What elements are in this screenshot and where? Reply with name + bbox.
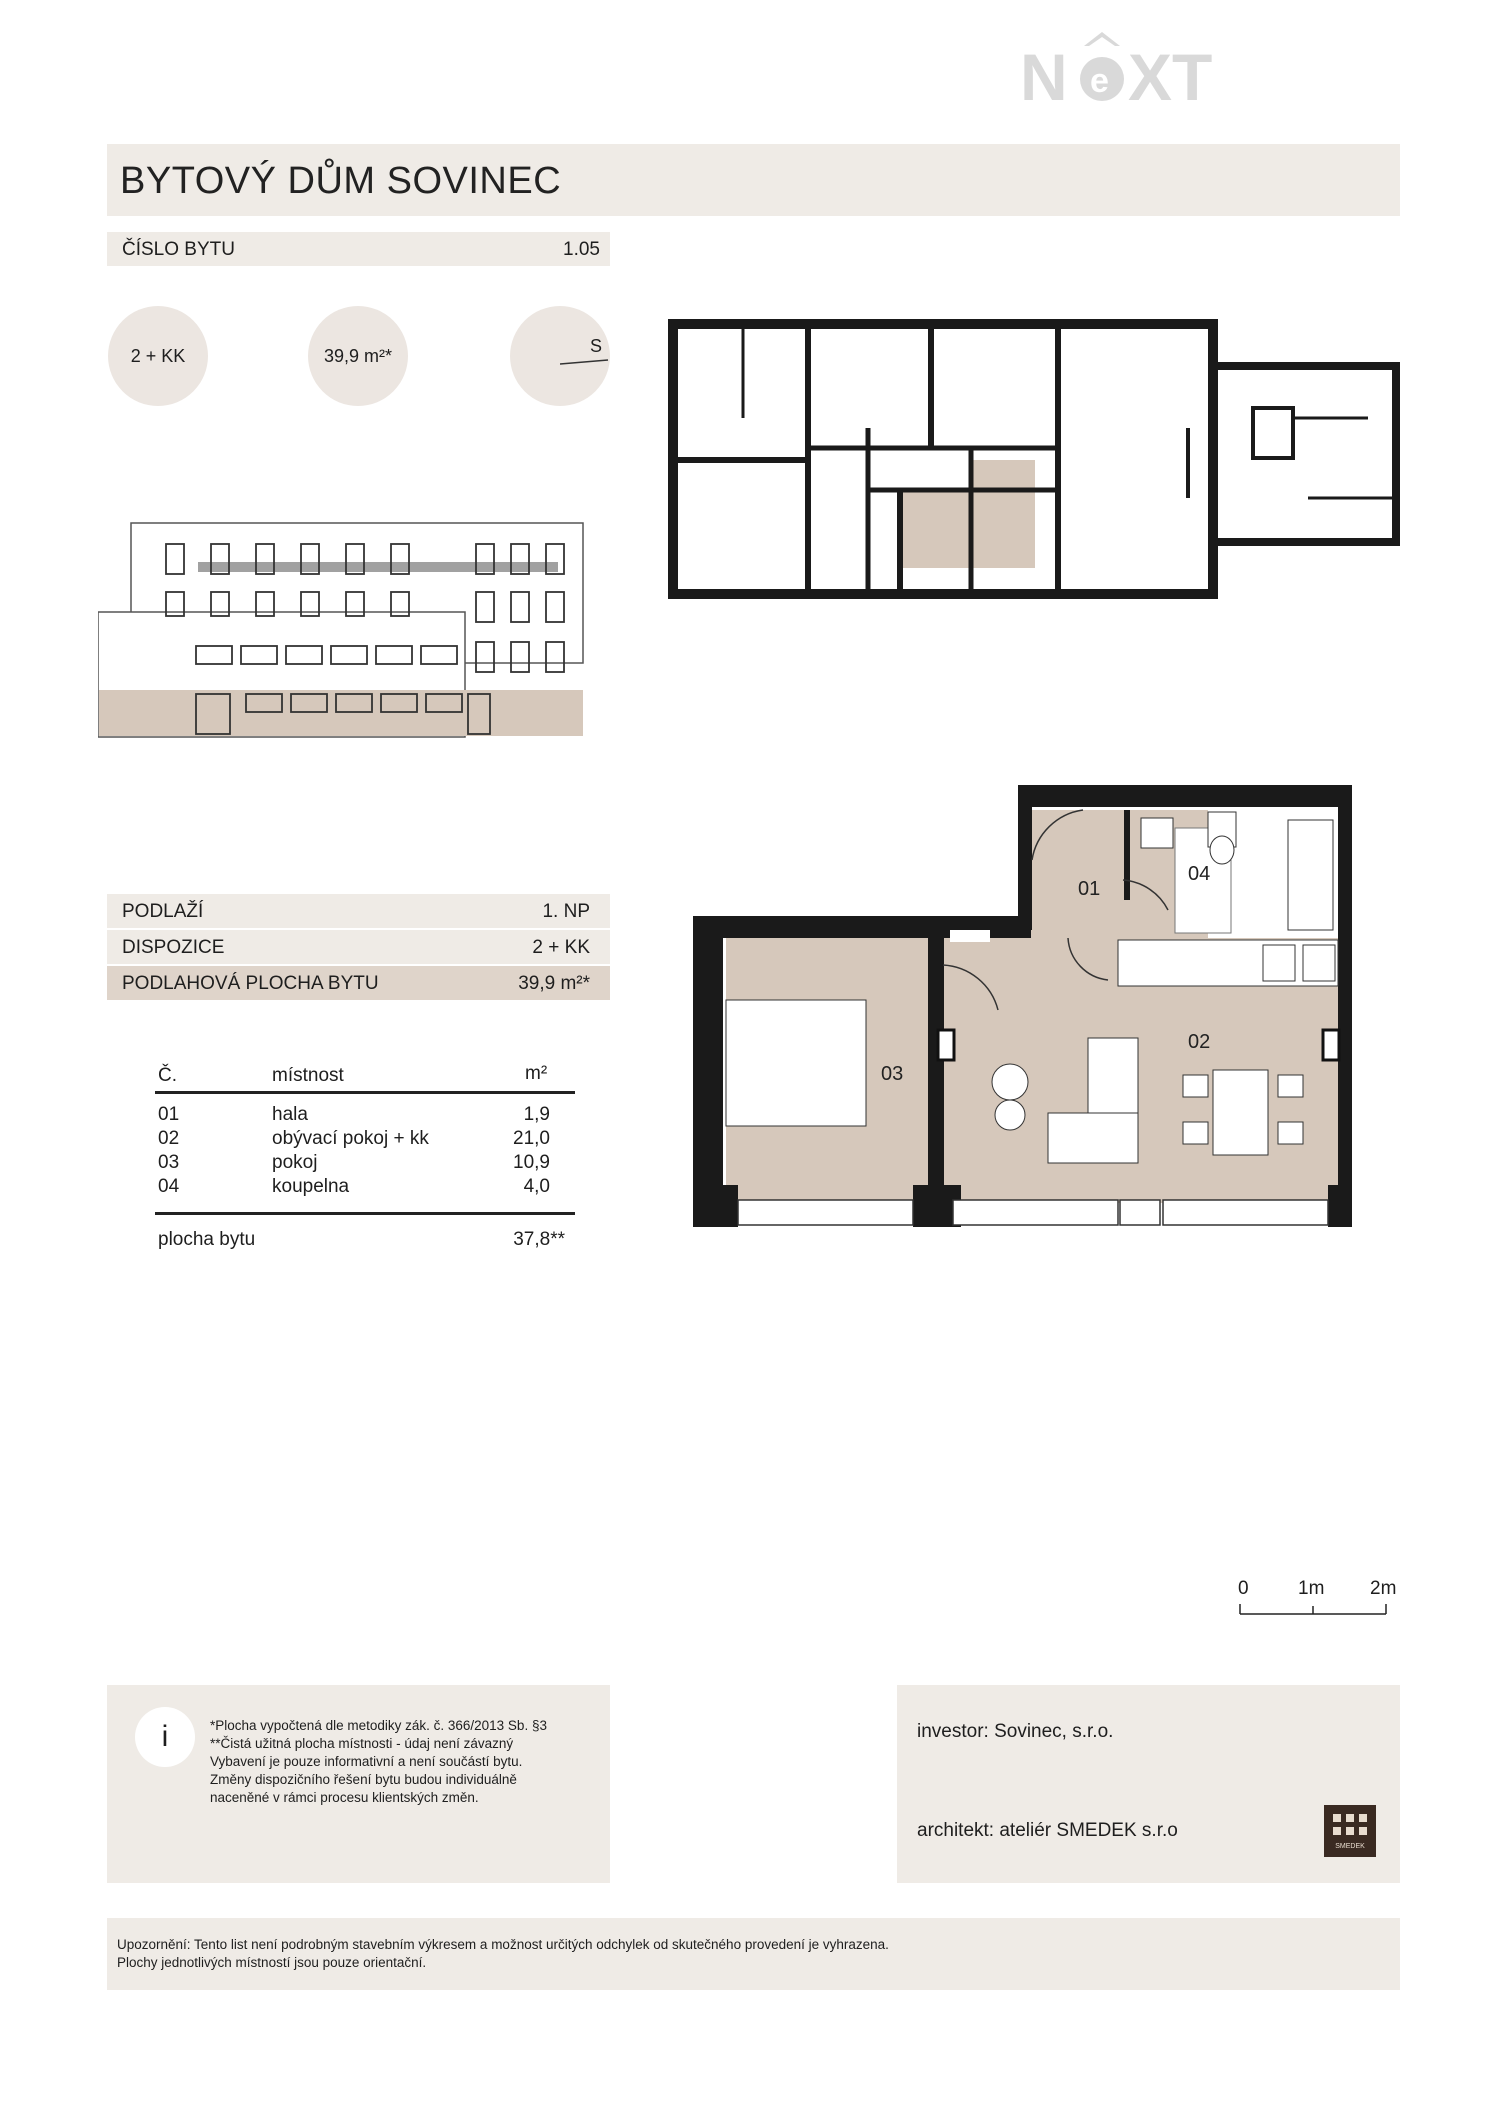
info-icon-glyph: i [161, 1720, 169, 1753]
row-num: 03 [158, 1152, 180, 1173]
architect-logo [1324, 1805, 1376, 1857]
note-line: **Čistá užitná plocha místnosti - údaj není závazný [210, 1736, 514, 1751]
info-area-label: PODLAHOVÁ PLOCHA BYTU [122, 973, 379, 994]
total-label: plocha bytu [158, 1229, 256, 1250]
room-label-03: 03 [881, 1063, 904, 1085]
info-floor-label: PODLAŽÍ [122, 901, 204, 922]
note-line: Změny dispozičního řešení bytu budou individuálně [210, 1772, 517, 1787]
info-area-value: 39,9 m²* [518, 973, 590, 994]
table-row [155, 1152, 575, 1176]
note-text [210, 1717, 600, 1807]
warning-line-2: Plochy jednotlivých místností jsou pouze orientační. [117, 1955, 427, 1970]
col-num-header: Č. [158, 1065, 177, 1086]
info-row-area [107, 966, 610, 1000]
col-area-header: m² [525, 1063, 548, 1084]
rooms-table [155, 1055, 575, 1249]
credits-box [897, 1685, 1400, 1883]
info-floor-value: 1. NP [542, 901, 590, 922]
svg-text:XT: XT [1128, 40, 1213, 114]
architect-text: architekt: ateliér SMEDEK s.r.o [917, 1820, 1178, 1841]
area-badge [308, 306, 408, 406]
info-row-floor [107, 894, 610, 928]
total-value: 37,8** [513, 1229, 565, 1250]
svg-text:e: e [1090, 62, 1109, 100]
info-layout-value: 2 + KK [532, 937, 590, 958]
floor-overview-plan [668, 318, 1403, 610]
area-badge-text: 39,9 m²* [323, 345, 393, 366]
rooms-table-total [155, 1215, 575, 1249]
page-title: BYTOVÝ DŮM SOVINEC [120, 160, 562, 202]
col-name-header: místnost [272, 1065, 344, 1086]
row-name: hala [272, 1104, 308, 1125]
row-name: koupelna [272, 1176, 350, 1197]
table-row [155, 1104, 575, 1128]
info-layout-label: DISPOZICE [122, 937, 225, 958]
row-name: obývací pokoj + kk [272, 1128, 429, 1149]
note-line: Vybavení je pouze informativní a není součástí bytu. [210, 1754, 523, 1769]
rooms-table-body [155, 1094, 575, 1215]
layout-badge [108, 306, 208, 406]
row-name: pokoj [272, 1152, 318, 1173]
note-line: *Plocha vypočtená dle metodiky zák. č. 366/2013 Sb. §3 [210, 1718, 547, 1733]
row-num: 04 [158, 1176, 180, 1197]
info-icon [135, 1707, 195, 1767]
orientation-badge [510, 306, 610, 406]
row-area: 21,0 [513, 1128, 550, 1149]
row-num: 01 [158, 1104, 180, 1125]
building-elevation [98, 520, 588, 740]
scale-bar [1238, 1600, 1388, 1620]
apartment-plan [688, 780, 1370, 1270]
row-num: 02 [158, 1128, 180, 1149]
next-logo [1018, 24, 1248, 114]
warning-box [107, 1918, 1400, 1990]
flat-number-value: 1.05 [563, 239, 600, 260]
info-row-layout [107, 930, 610, 964]
row-area: 1,9 [523, 1104, 550, 1125]
row-area: 4,0 [523, 1176, 550, 1197]
architect-logo-text: SMEDEK [1335, 1843, 1365, 1850]
layout-badge-text: 2 + KK [130, 345, 186, 366]
warning-line-1: Upozornění: Tento list není podrobným stavebním výkresem a možnost určitých odchylek od skutečného provedení je vyhrazena. [117, 1937, 889, 1952]
table-row [155, 1128, 575, 1152]
orientation-text: S [590, 336, 603, 356]
room-label-04: 04 [1188, 863, 1211, 885]
scale-1m: 1m [1298, 1578, 1325, 1599]
compass-icon [560, 354, 610, 374]
room-label-02: 02 [1188, 1031, 1211, 1053]
investor-text: investor: Sovinec, s.r.o. [917, 1721, 1114, 1742]
note-line: naceněné v rámci procesu klientských změn. [210, 1790, 479, 1805]
rooms-table-header [155, 1055, 575, 1094]
flat-number-bar [107, 232, 610, 266]
flat-number-label: ČÍSLO BYTU [122, 239, 235, 260]
table-row [155, 1176, 575, 1200]
logo-text-n: N [1020, 40, 1068, 114]
scale-2m: 2m [1370, 1578, 1397, 1599]
row-area: 10,9 [513, 1152, 550, 1173]
scale-0: 0 [1238, 1578, 1249, 1599]
room-label-01: 01 [1078, 878, 1101, 900]
note-box [107, 1685, 610, 1883]
architect-logo-icon [1324, 1805, 1376, 1857]
